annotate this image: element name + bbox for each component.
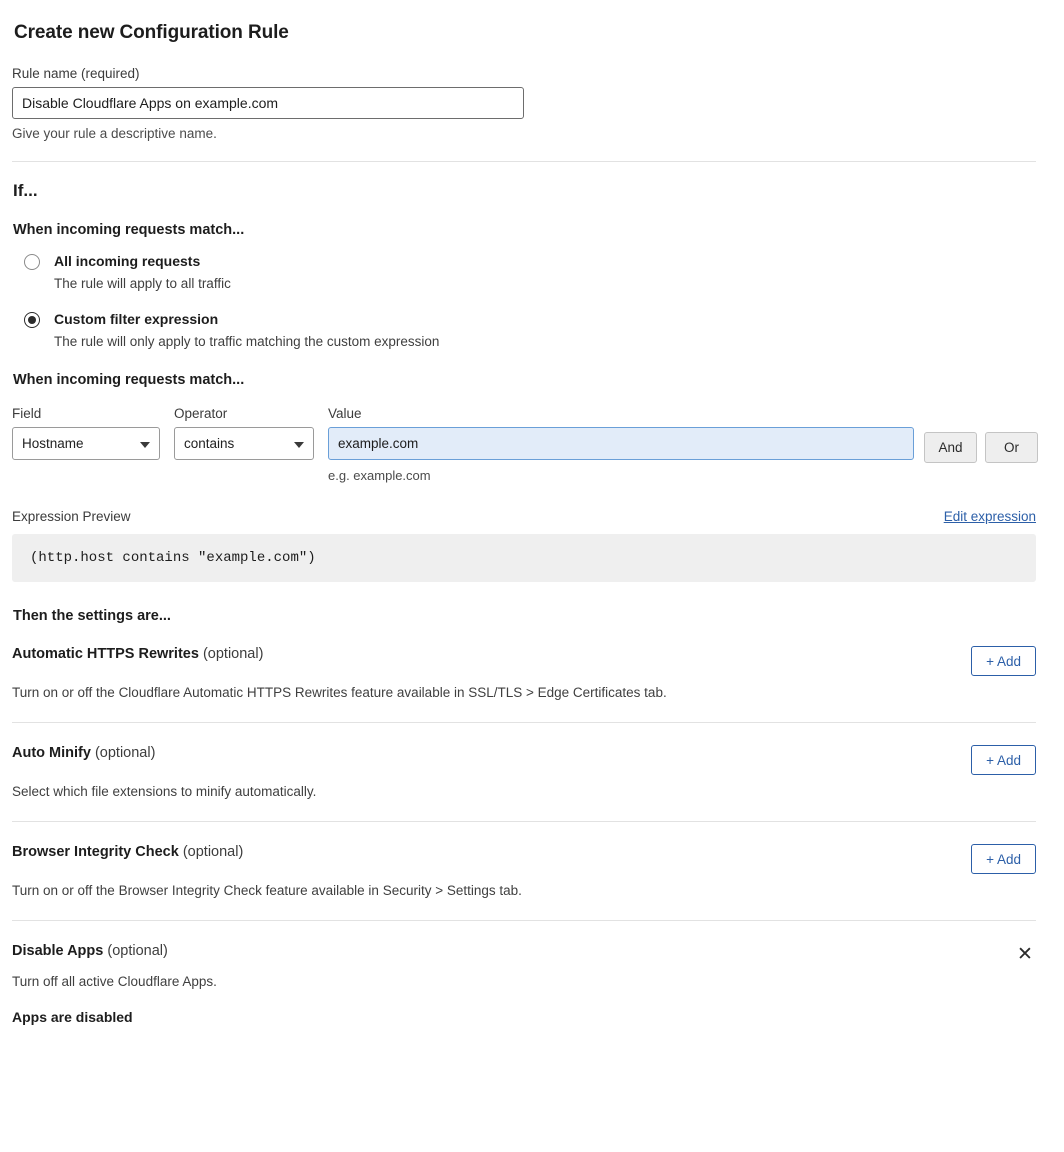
rule-name-input[interactable]	[12, 87, 524, 119]
setting-description: Turn on or off the Cloudflare Automatic HTTPS Rewrites feature available in SSL/TLS > Edge Certificates tab.	[12, 685, 667, 701]
setting-name-text: Browser Integrity Check	[12, 844, 179, 861]
setting-title	[12, 745, 155, 761]
radio-description: The rule will apply to all traffic	[54, 275, 231, 291]
status-badge: Apps are disabled	[12, 1009, 133, 1026]
field-label: Field	[12, 406, 42, 422]
setting-name-text: Automatic HTTPS Rewrites	[12, 646, 199, 663]
radio-icon[interactable]	[24, 254, 40, 270]
rule-name-help: Give your rule a descriptive name.	[12, 126, 217, 141]
setting-disable-apps	[12, 921, 1036, 1025]
add-button[interactable]: + Add	[971, 745, 1036, 775]
operator-select-value: contains	[184, 436, 235, 452]
setting-automatic-https-rewrites	[12, 624, 1036, 700]
edit-expression-link[interactable]: Edit expression	[943, 509, 1036, 525]
setting-title	[12, 943, 168, 959]
field-select[interactable]	[12, 427, 160, 460]
or-button[interactable]: Or	[985, 432, 1038, 463]
divider-top	[12, 161, 1036, 162]
filter-builder-row	[12, 406, 1038, 483]
setting-optional-text: (optional)	[94, 745, 156, 762]
chevron-down-icon	[140, 442, 150, 448]
radio-label: All incoming requests	[54, 253, 201, 269]
add-button[interactable]: + Add	[971, 646, 1036, 676]
value-hint: e.g. example.com	[328, 468, 431, 484]
setting-auto-minify	[12, 723, 1036, 799]
setting-description: Select which file extensions to minify automatically.	[12, 784, 317, 800]
operator-select[interactable]	[174, 427, 314, 460]
filter-builder-heading: When incoming requests match...	[13, 372, 245, 389]
setting-description: Turn off all active Cloudflare Apps.	[12, 974, 217, 990]
rule-name-label: Rule name (required)	[12, 66, 140, 81]
radio-option-custom-filter-expression[interactable]	[12, 310, 1038, 351]
operator-label: Operator	[174, 406, 228, 422]
setting-name-text: Disable Apps	[12, 943, 104, 960]
expression-preview-label: Expression Preview	[12, 509, 131, 525]
setting-title	[12, 646, 263, 662]
close-icon[interactable]: ✕	[1017, 943, 1033, 965]
and-button[interactable]: And	[924, 432, 977, 463]
chevron-down-icon	[294, 442, 304, 448]
setting-name-text: Auto Minify	[12, 745, 91, 762]
match-heading: When incoming requests match...	[13, 222, 245, 238]
match-mode-radio-group	[12, 252, 1038, 351]
radio-label: Custom filter expression	[54, 311, 219, 328]
setting-optional-text: (optional)	[202, 646, 264, 663]
setting-description: Turn on or off the Browser Integrity Check feature available in Security > Settings tab.	[12, 883, 522, 899]
then-settings-heading: Then the settings are...	[13, 608, 171, 625]
setting-title	[12, 844, 243, 860]
expression-header	[12, 509, 1036, 524]
value-input[interactable]	[328, 427, 914, 460]
radio-description: The rule will only apply to traffic matching the custom expression	[54, 334, 440, 349]
field-select-value: Hostname	[22, 436, 84, 452]
setting-browser-integrity-check	[12, 822, 1036, 898]
page-title: Create new Configuration Rule	[14, 22, 289, 43]
value-label: Value	[328, 406, 362, 422]
expression-preview: (http.host contains "example.com")	[12, 534, 1036, 582]
setting-optional-text: (optional)	[107, 943, 168, 960]
if-heading: If...	[13, 181, 38, 200]
add-button[interactable]: + Add	[971, 844, 1036, 874]
radio-icon-selected[interactable]	[24, 312, 40, 328]
setting-optional-text: (optional)	[182, 844, 244, 861]
radio-option-all-incoming-requests[interactable]	[12, 252, 1038, 293]
